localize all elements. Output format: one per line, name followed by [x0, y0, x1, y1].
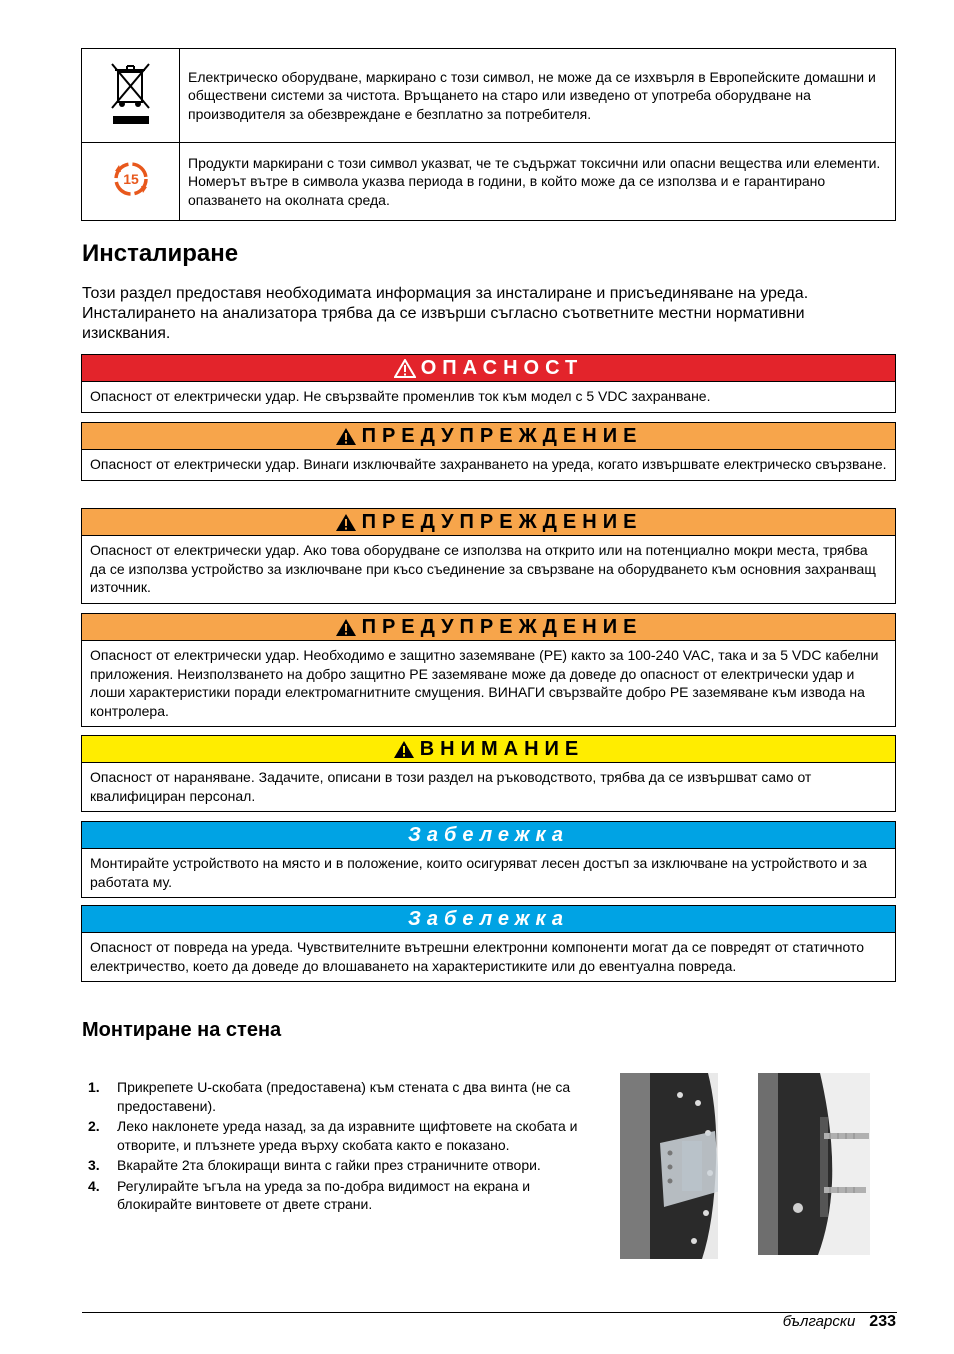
- notice-label: ПРЕДУПРЕЖДЕНИЕ: [361, 615, 643, 638]
- section-title: Инсталиране: [82, 240, 239, 267]
- warning-notice: [81, 613, 896, 727]
- notice-text: Опасност от повреда на уреда. Чувствителните вътрешни електронни компоненти могат да се повредят от статичното електричество, което да доведе до влошаването на характеристиките или до евентуална повреда.: [90, 939, 864, 974]
- notice-label: ВНИМАНИЕ: [419, 737, 585, 760]
- symbol-cell: [82, 143, 180, 221]
- notice-label: Забележка: [408, 907, 569, 930]
- crossed-out-wheeled-bin-icon: [107, 58, 155, 128]
- notice-text: Опасност от нараняване. Задачите, описани в този раздел на ръководството, трябва да се извършват само от квалифициран персонал.: [90, 769, 812, 804]
- step-text: Вкарайте 2та блокиращи винта с гайки през страничните отвори.: [117, 1157, 541, 1173]
- warning-triangle-icon: [335, 427, 357, 446]
- step-text: Регулирайте ъгъла на уреда за по-добра видимост на екрана и блокирайте винтовете от двете страни.: [117, 1177, 531, 1212]
- notice-header: [82, 355, 895, 382]
- list-item: [82, 1117, 592, 1154]
- warning-notice: [81, 422, 896, 481]
- symbol-row: [82, 49, 896, 143]
- symbol-row: [82, 143, 896, 221]
- notice-text: Монтирайте устройството на място и в положение, които осигуряват лесен достъп за изключване на устройството и за работата му.: [90, 855, 867, 890]
- mounting-photo-bracket: [620, 1073, 718, 1259]
- warning-triangle-icon: [393, 740, 415, 759]
- notice-label: Забележка: [408, 823, 569, 846]
- list-item: [82, 1177, 592, 1214]
- step-number: 4.: [88, 1177, 100, 1194]
- protection-period-number: 15: [122, 171, 139, 187]
- notice-text: Опасност от електрически удар. Ако това оборудване се използва на открито или на потенциално мокри места, трябва да се използва устройство за изключване при късо съединение за свързване на оборудването към основния захранващ източник.: [90, 542, 876, 595]
- notice-label: ОПАСНОСТ: [420, 356, 584, 379]
- notice-header: [82, 509, 895, 536]
- symbol-cell: [82, 49, 180, 143]
- subsection-title: Монтиране на стена: [82, 1019, 282, 1041]
- step-text: Леко наклонете уреда назад, за да изравните щифтовете на скобата и отворите, и плъзнете уреда върху скобата както е показано.: [117, 1118, 578, 1153]
- step-text: Прикрепете U-скобата (предоставена) към стената с два винта (не са предоставени).: [117, 1079, 571, 1114]
- section-intro: Този раздел предоставя необходимата информация за инсталиране и присъединяване на уреда. Инсталирането на анализатора трябва да се извърши съгласно съответните местни нормативни изисквания.: [82, 285, 809, 342]
- note-notice: [81, 905, 896, 982]
- notice-text: Опасност от електрически удар. Не свързвайте променлив ток към модел с 5 VDC захранване.: [90, 388, 711, 404]
- notice-text: Опасност от електрически удар. Винаги изключвайте захранването на уреда, когато извършвате електрическо свързване.: [90, 456, 887, 472]
- step-number: 1.: [88, 1079, 100, 1095]
- mounting-photo-screws: [758, 1073, 870, 1255]
- notice-header: [82, 906, 895, 933]
- symbol-table: [81, 48, 896, 221]
- page-number: 233: [869, 1313, 896, 1330]
- notice-header: [82, 423, 895, 450]
- warning-triangle-icon: [394, 359, 416, 378]
- caution-notice: [81, 735, 896, 812]
- notice-header: [82, 614, 895, 641]
- notice-text: Опасност от електрически удар. Необходимо е защитно заземяване (PE) както за 100-240 VAC, така и за 5 VDC кабелни приложения. Неизползването на добро защитно PE заземяване може да доведе до опасност от електрически удар и лоши характеристики поради електромагнитните смущения. ВИНАГИ свързвайте добро PE заземяване към извода на контролера.: [90, 647, 879, 719]
- warning-triangle-icon: [335, 513, 357, 532]
- footer-divider: [82, 1312, 897, 1313]
- notice-header: [82, 736, 895, 763]
- note-notice: [81, 821, 896, 898]
- warning-triangle-icon: [335, 618, 357, 637]
- page-footer: [783, 1313, 896, 1331]
- notice-label: ПРЕДУПРЕЖДЕНИЕ: [361, 424, 643, 447]
- list-item: [82, 1078, 592, 1115]
- symbol-description: Електрическо оборудване, маркирано с този символ, не може да се изхвърля в Европейските домашни и обществени системи за чистота. Връщането на старо или изведено от употреба оборудване на производителя за обезвреждане е безплатно за потребителя.: [180, 49, 896, 143]
- environment-protection-period-icon: [109, 157, 153, 201]
- step-number: 2.: [88, 1118, 100, 1134]
- notice-header: [82, 822, 895, 849]
- mounting-steps: [82, 1078, 592, 1216]
- danger-notice: [81, 354, 896, 413]
- symbol-description: Продукти маркирани с този символ указват, че те съдържат токсични или опасни вещества или елементи. Номерът вътре в символа указва периода в години, в който може да се използва и е гарантирано опазването на околната среда.: [180, 143, 896, 221]
- notice-label: ПРЕДУПРЕЖДЕНИЕ: [361, 510, 643, 533]
- list-item: [82, 1156, 592, 1175]
- footer-language: български: [782, 1313, 856, 1330]
- warning-notice: [81, 508, 896, 604]
- step-number: 3.: [88, 1157, 100, 1173]
